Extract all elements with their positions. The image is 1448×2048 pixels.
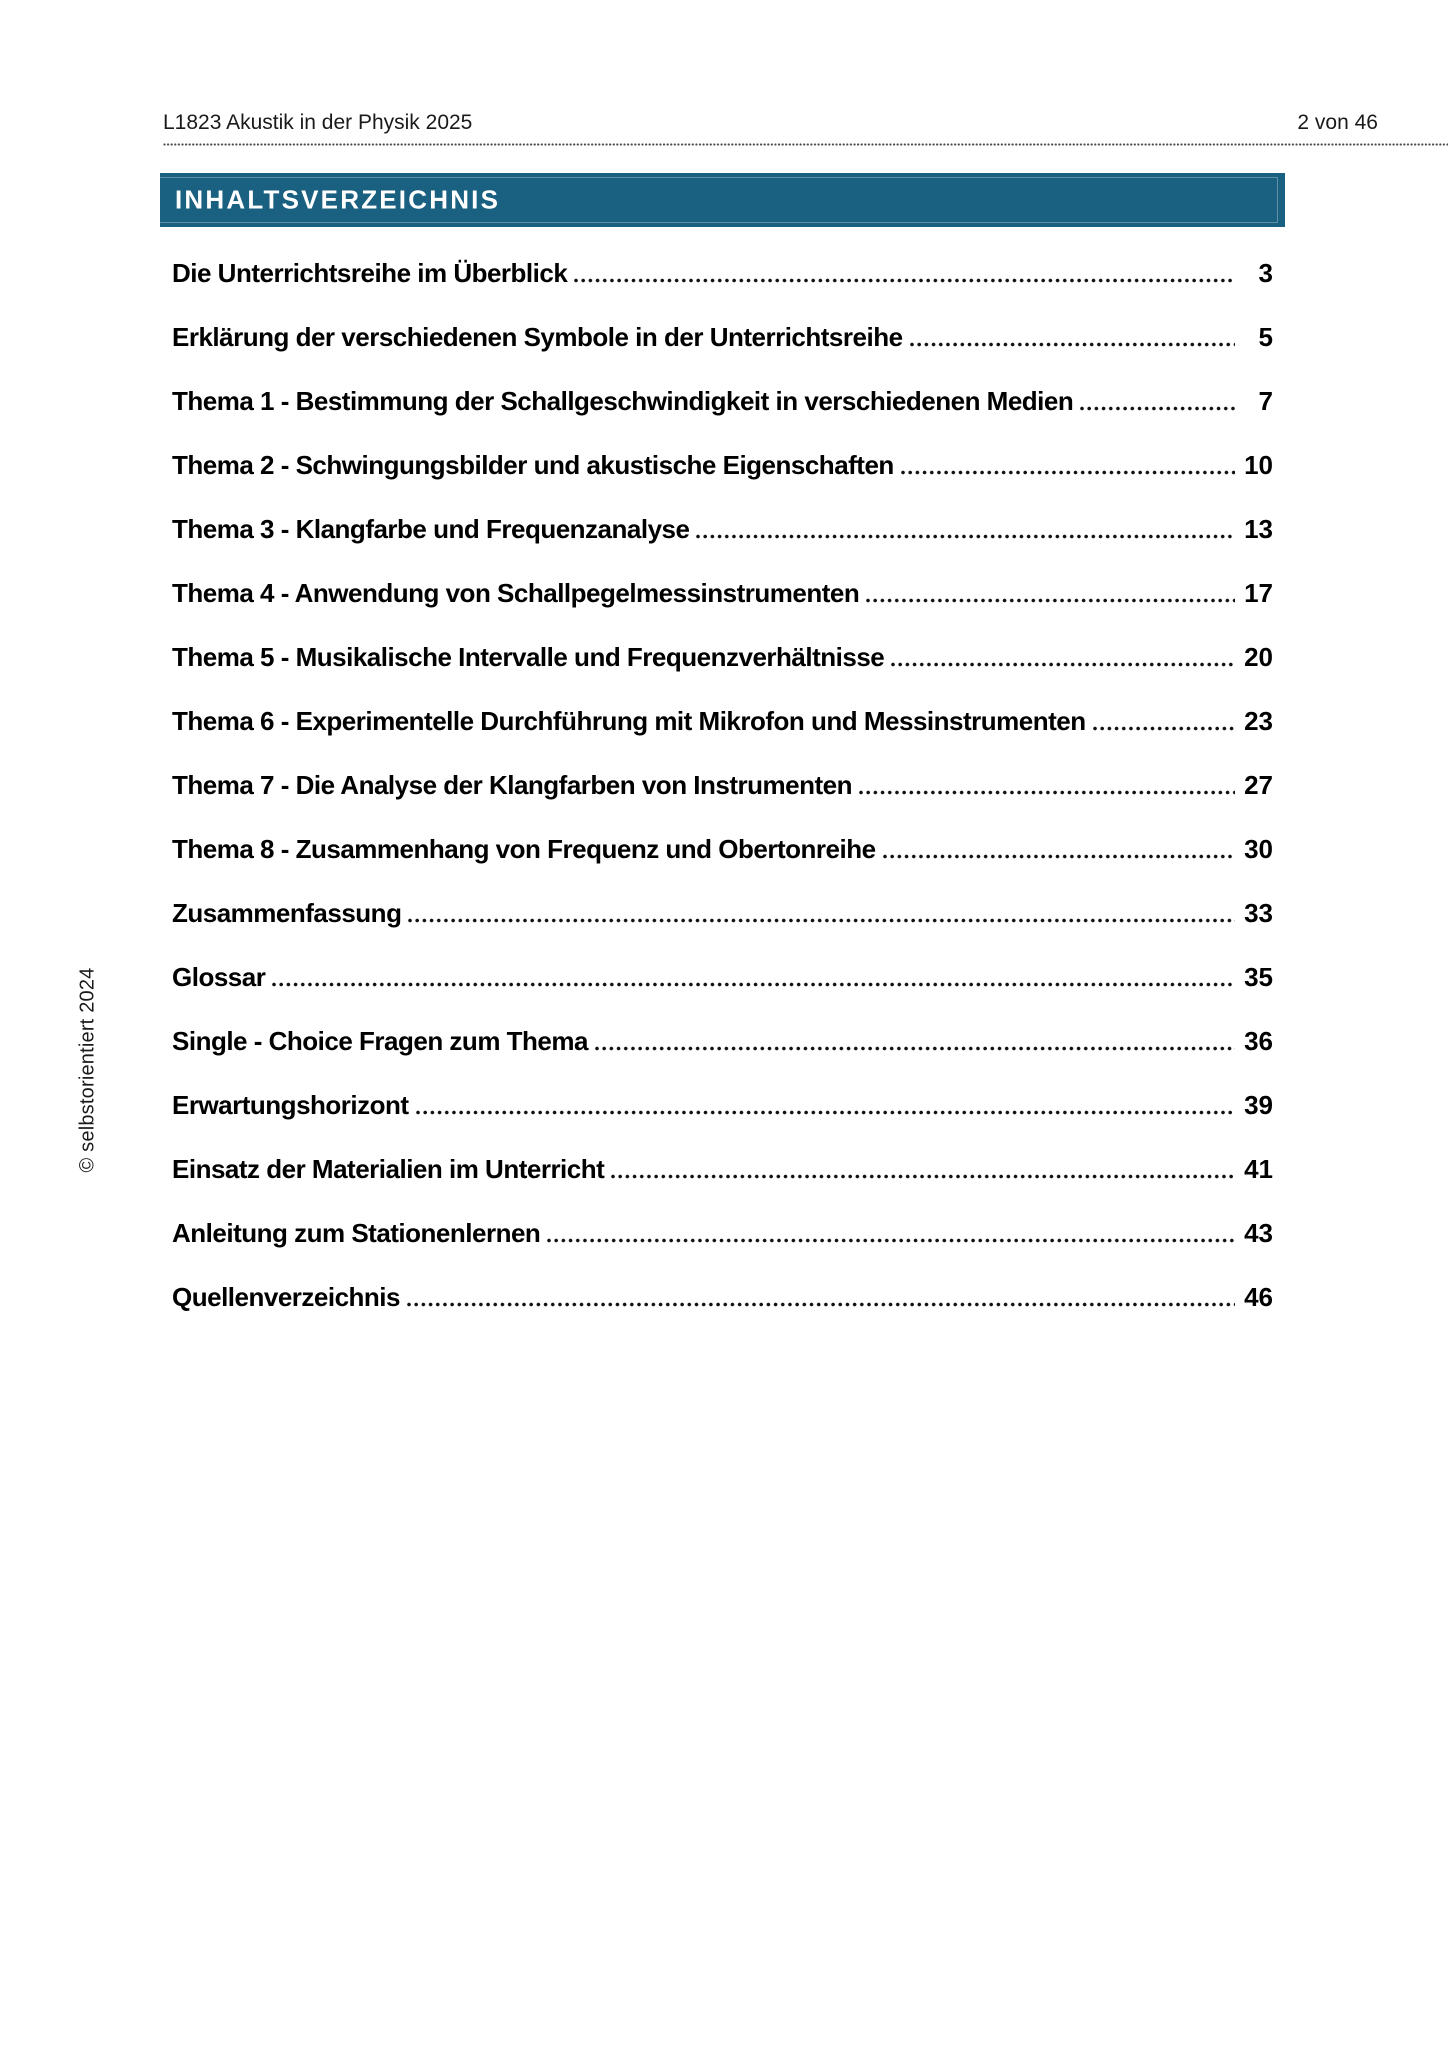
toc-entry-label: Thema 4 - Anwendung von Schallpegelmessinstrumenten <box>172 578 860 608</box>
toc-dot-leader <box>595 1046 1235 1051</box>
toc-dot-leader <box>696 534 1235 539</box>
toc-dot-leader <box>883 854 1235 859</box>
toc-entry-label: Anleitung zum Stationenlernen <box>172 1218 541 1248</box>
toc-row <box>161 898 1285 928</box>
toc-page-number: 7 <box>1258 386 1273 416</box>
toc-entry-label: Thema 1 - Bestimmung der Schallgeschwindigkeit in verschiedenen Medien <box>172 386 1074 416</box>
toc-row <box>161 1026 1285 1056</box>
toc-entry-label: Zusammenfassung <box>172 898 402 928</box>
toc-banner <box>160 173 1285 227</box>
toc-page-number: 27 <box>1244 770 1273 800</box>
toc-dot-leader <box>891 662 1235 667</box>
toc-dot-leader <box>1080 406 1235 411</box>
toc-dot-leader <box>611 1174 1235 1179</box>
toc-dot-leader <box>901 470 1235 475</box>
header-page-indicator: 2 von 46 <box>1297 111 1378 134</box>
toc-row <box>161 1282 1285 1312</box>
toc-page-number: 41 <box>1244 1154 1273 1184</box>
toc-page-number: 35 <box>1244 962 1273 992</box>
toc-entry-label: Thema 2 - Schwingungsbilder und akustische Eigenschaften <box>172 450 894 480</box>
toc-page-number: 5 <box>1258 322 1273 352</box>
toc-entry-label: Die Unterrichtsreihe im Überblick <box>172 258 568 288</box>
toc-dot-leader <box>416 1110 1235 1115</box>
toc-row <box>161 962 1285 992</box>
toc-dot-leader <box>859 790 1235 795</box>
toc-page-number: 23 <box>1244 706 1273 736</box>
toc-row <box>161 258 1285 288</box>
toc-row <box>161 1218 1285 1248</box>
header-rule <box>163 143 1448 146</box>
toc-page-number: 30 <box>1244 834 1273 864</box>
toc-row <box>161 578 1285 608</box>
toc-entry-label: Quellenverzeichnis <box>172 1282 400 1312</box>
header-document-title: L1823 Akustik in der Physik 2025 <box>163 111 473 134</box>
toc-row <box>161 386 1285 416</box>
toc-page-number: 3 <box>1258 258 1273 288</box>
toc-page-number: 20 <box>1244 642 1273 672</box>
toc-list <box>161 258 1285 1346</box>
toc-row <box>161 770 1285 800</box>
toc-entry-label: Erklärung der verschiedenen Symbole in der Unterrichtsreihe <box>172 322 903 352</box>
toc-dot-leader <box>910 342 1235 347</box>
toc-entry-label: Thema 6 - Experimentelle Durchführung mit Mikrofon und Messinstrumenten <box>172 706 1086 736</box>
toc-dot-leader <box>408 918 1235 923</box>
toc-entry-label: Thema 8 - Zusammenhang von Frequenz und Obertonreihe <box>172 834 876 864</box>
toc-row <box>161 1154 1285 1184</box>
toc-entry-label: Glossar <box>172 962 266 992</box>
toc-page-number: 36 <box>1244 1026 1273 1056</box>
toc-banner-title: INHALTSVERZEICHNIS <box>175 184 501 215</box>
toc-page-number: 46 <box>1244 1282 1273 1312</box>
toc-page-number: 17 <box>1244 578 1273 608</box>
toc-row <box>161 514 1285 544</box>
toc-entry-label: Einsatz der Materialien im Unterricht <box>172 1154 605 1184</box>
toc-page-number: 33 <box>1244 898 1273 928</box>
toc-dot-leader <box>547 1238 1235 1243</box>
toc-dot-leader <box>272 982 1235 987</box>
toc-row <box>161 1090 1285 1120</box>
toc-page-number: 10 <box>1244 450 1273 480</box>
toc-entry-label: Thema 5 - Musikalische Intervalle und Frequenzverhältnisse <box>172 642 885 672</box>
toc-entry-label: Thema 3 - Klangfarbe und Frequenzanalyse <box>172 514 690 544</box>
toc-dot-leader <box>1093 726 1235 731</box>
toc-entry-label: Erwartungshorizont <box>172 1090 409 1120</box>
toc-dot-leader <box>866 598 1235 603</box>
toc-row <box>161 450 1285 480</box>
toc-entry-label: Thema 7 - Die Analyse der Klangfarben von Instrumenten <box>172 770 852 800</box>
toc-dot-leader <box>407 1302 1235 1307</box>
toc-page-number: 13 <box>1244 514 1273 544</box>
toc-dot-leader <box>574 278 1235 283</box>
toc-entry-label: Single - Choice Fragen zum Thema <box>172 1026 588 1056</box>
toc-page-number: 43 <box>1244 1218 1273 1248</box>
toc-row <box>161 322 1285 352</box>
toc-row <box>161 642 1285 672</box>
toc-page-number: 39 <box>1244 1090 1273 1120</box>
toc-row <box>161 706 1285 736</box>
toc-row <box>161 834 1285 864</box>
copyright-vertical-text: © selbstorientiert 2024 <box>76 967 99 1173</box>
page-header <box>163 110 1448 146</box>
